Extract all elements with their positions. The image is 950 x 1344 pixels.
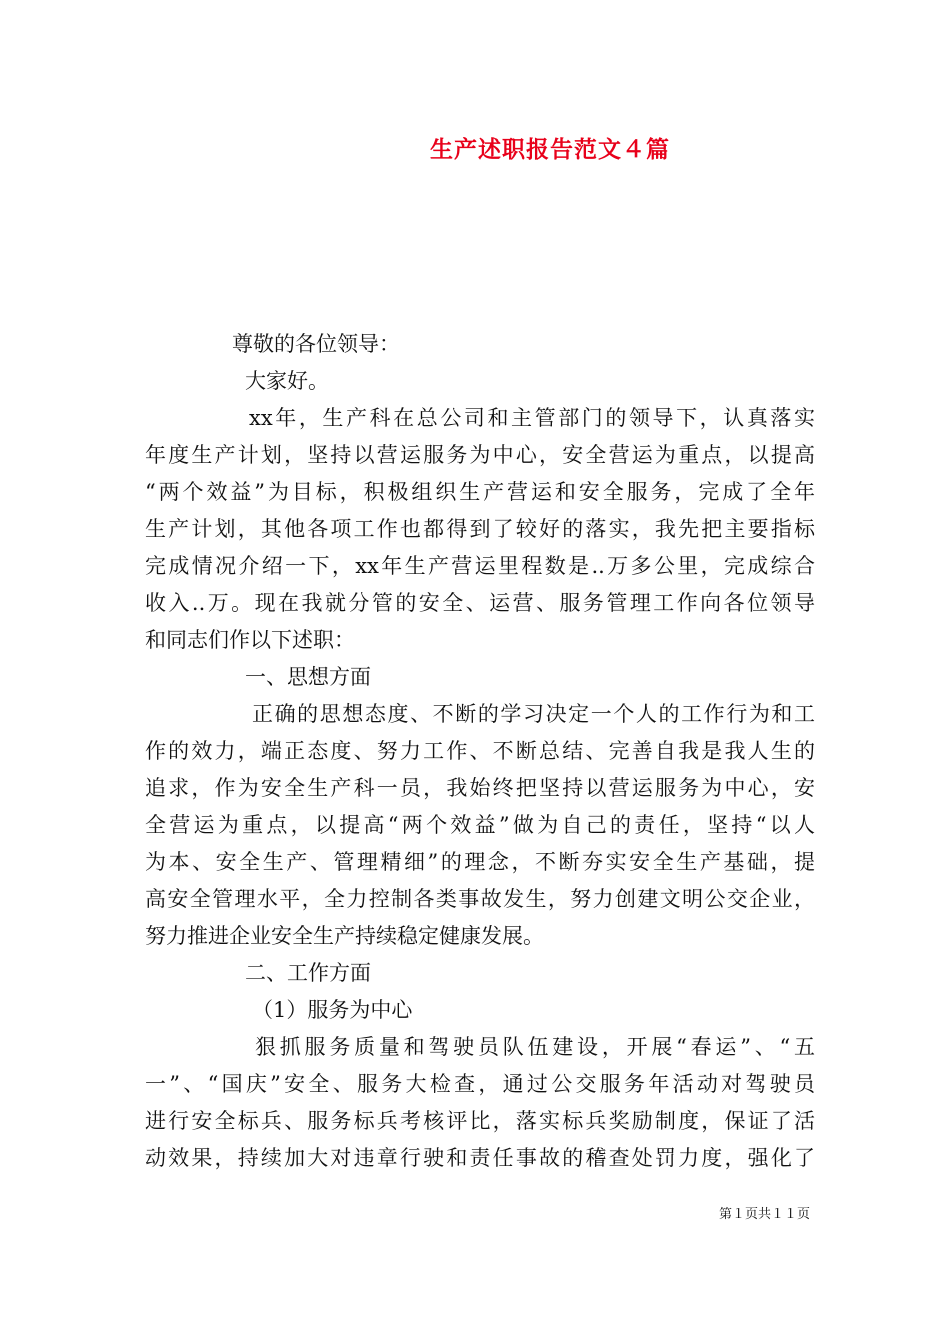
paragraph-line: xx年，生产科在总公司和主管部门的领导下，认真落实 [249,406,815,430]
paragraph-2 [145,696,815,955]
paragraph-line: 正确的思想态度、不断的学习决定一个人的工作行为和工 [252,702,815,726]
paragraph-line: 努力推进企业安全生产持续稳定健康发展。 [145,924,544,948]
paragraph-3 [145,1029,815,1177]
paragraph-line: 为本、安全生产、管理精细”的理念，不断夯实安全生产基础，提 [145,850,815,874]
document-body [145,326,815,1177]
section-heading-2: 二、工作方面 [245,961,371,985]
paragraph-line: 高安全管理水平，全力控制各类事故发生，努力创建文明公交企业， [145,887,815,911]
paragraph-line: 全营运为重点，以提高“两个效益”做为自己的责任，坚持“以人 [145,813,815,837]
document-title: 生产述职报告范文４篇 [430,136,670,163]
paragraph-line: 收入..万。现在我就分管的安全、运营、服务管理工作向各位领导 [145,591,815,615]
paragraph-line: 狠抓服务质量和驾驶员队伍建设，开展“春运”、“五 [255,1035,815,1059]
paragraph-1 [145,400,815,659]
paragraph-line: 年度生产计划，坚持以营运服务为中心，安全营运为重点，以提高 [145,443,815,467]
paragraph-line: “两个效益”为目标，积极组织生产营运和安全服务，完成了全年 [145,480,815,504]
paragraph-line: 进行安全标兵、服务标兵考核评比，落实标兵奖励制度，保证了活 [145,1109,815,1133]
paragraph-line: 作的效力，端正态度、努力工作、不断总结、完善自我是我人生的 [145,739,815,763]
section-heading-1: 一、思想方面 [245,665,371,689]
paragraph-line: 追求，作为安全生产科一员，我始终把坚持以营运服务为中心，安 [145,776,815,800]
paragraph-line: 动效果，持续加大对违章行驶和责任事故的稽查处罚力度，强化了 [145,1146,815,1170]
paragraph-line: 一”、“国庆”安全、服务大检查，通过公交服务年活动对驾驶员 [145,1072,815,1096]
paragraph-line: 完成情况介绍一下，xx年生产营运里程数是..万多公里，完成综合 [145,554,815,578]
page-number-footer: 第１页共１１页 [718,1207,810,1222]
paragraph-line: 和同志们作以下述职： [145,628,355,652]
subheading-1: （1）服务为中心 [252,998,413,1022]
paragraph-line: 生产计划，其他各项工作也都得到了较好的落实，我先把主要指标 [145,517,815,541]
greeting: 大家好。 [245,369,329,393]
salutation: 尊敬的各位领导： [232,332,400,356]
